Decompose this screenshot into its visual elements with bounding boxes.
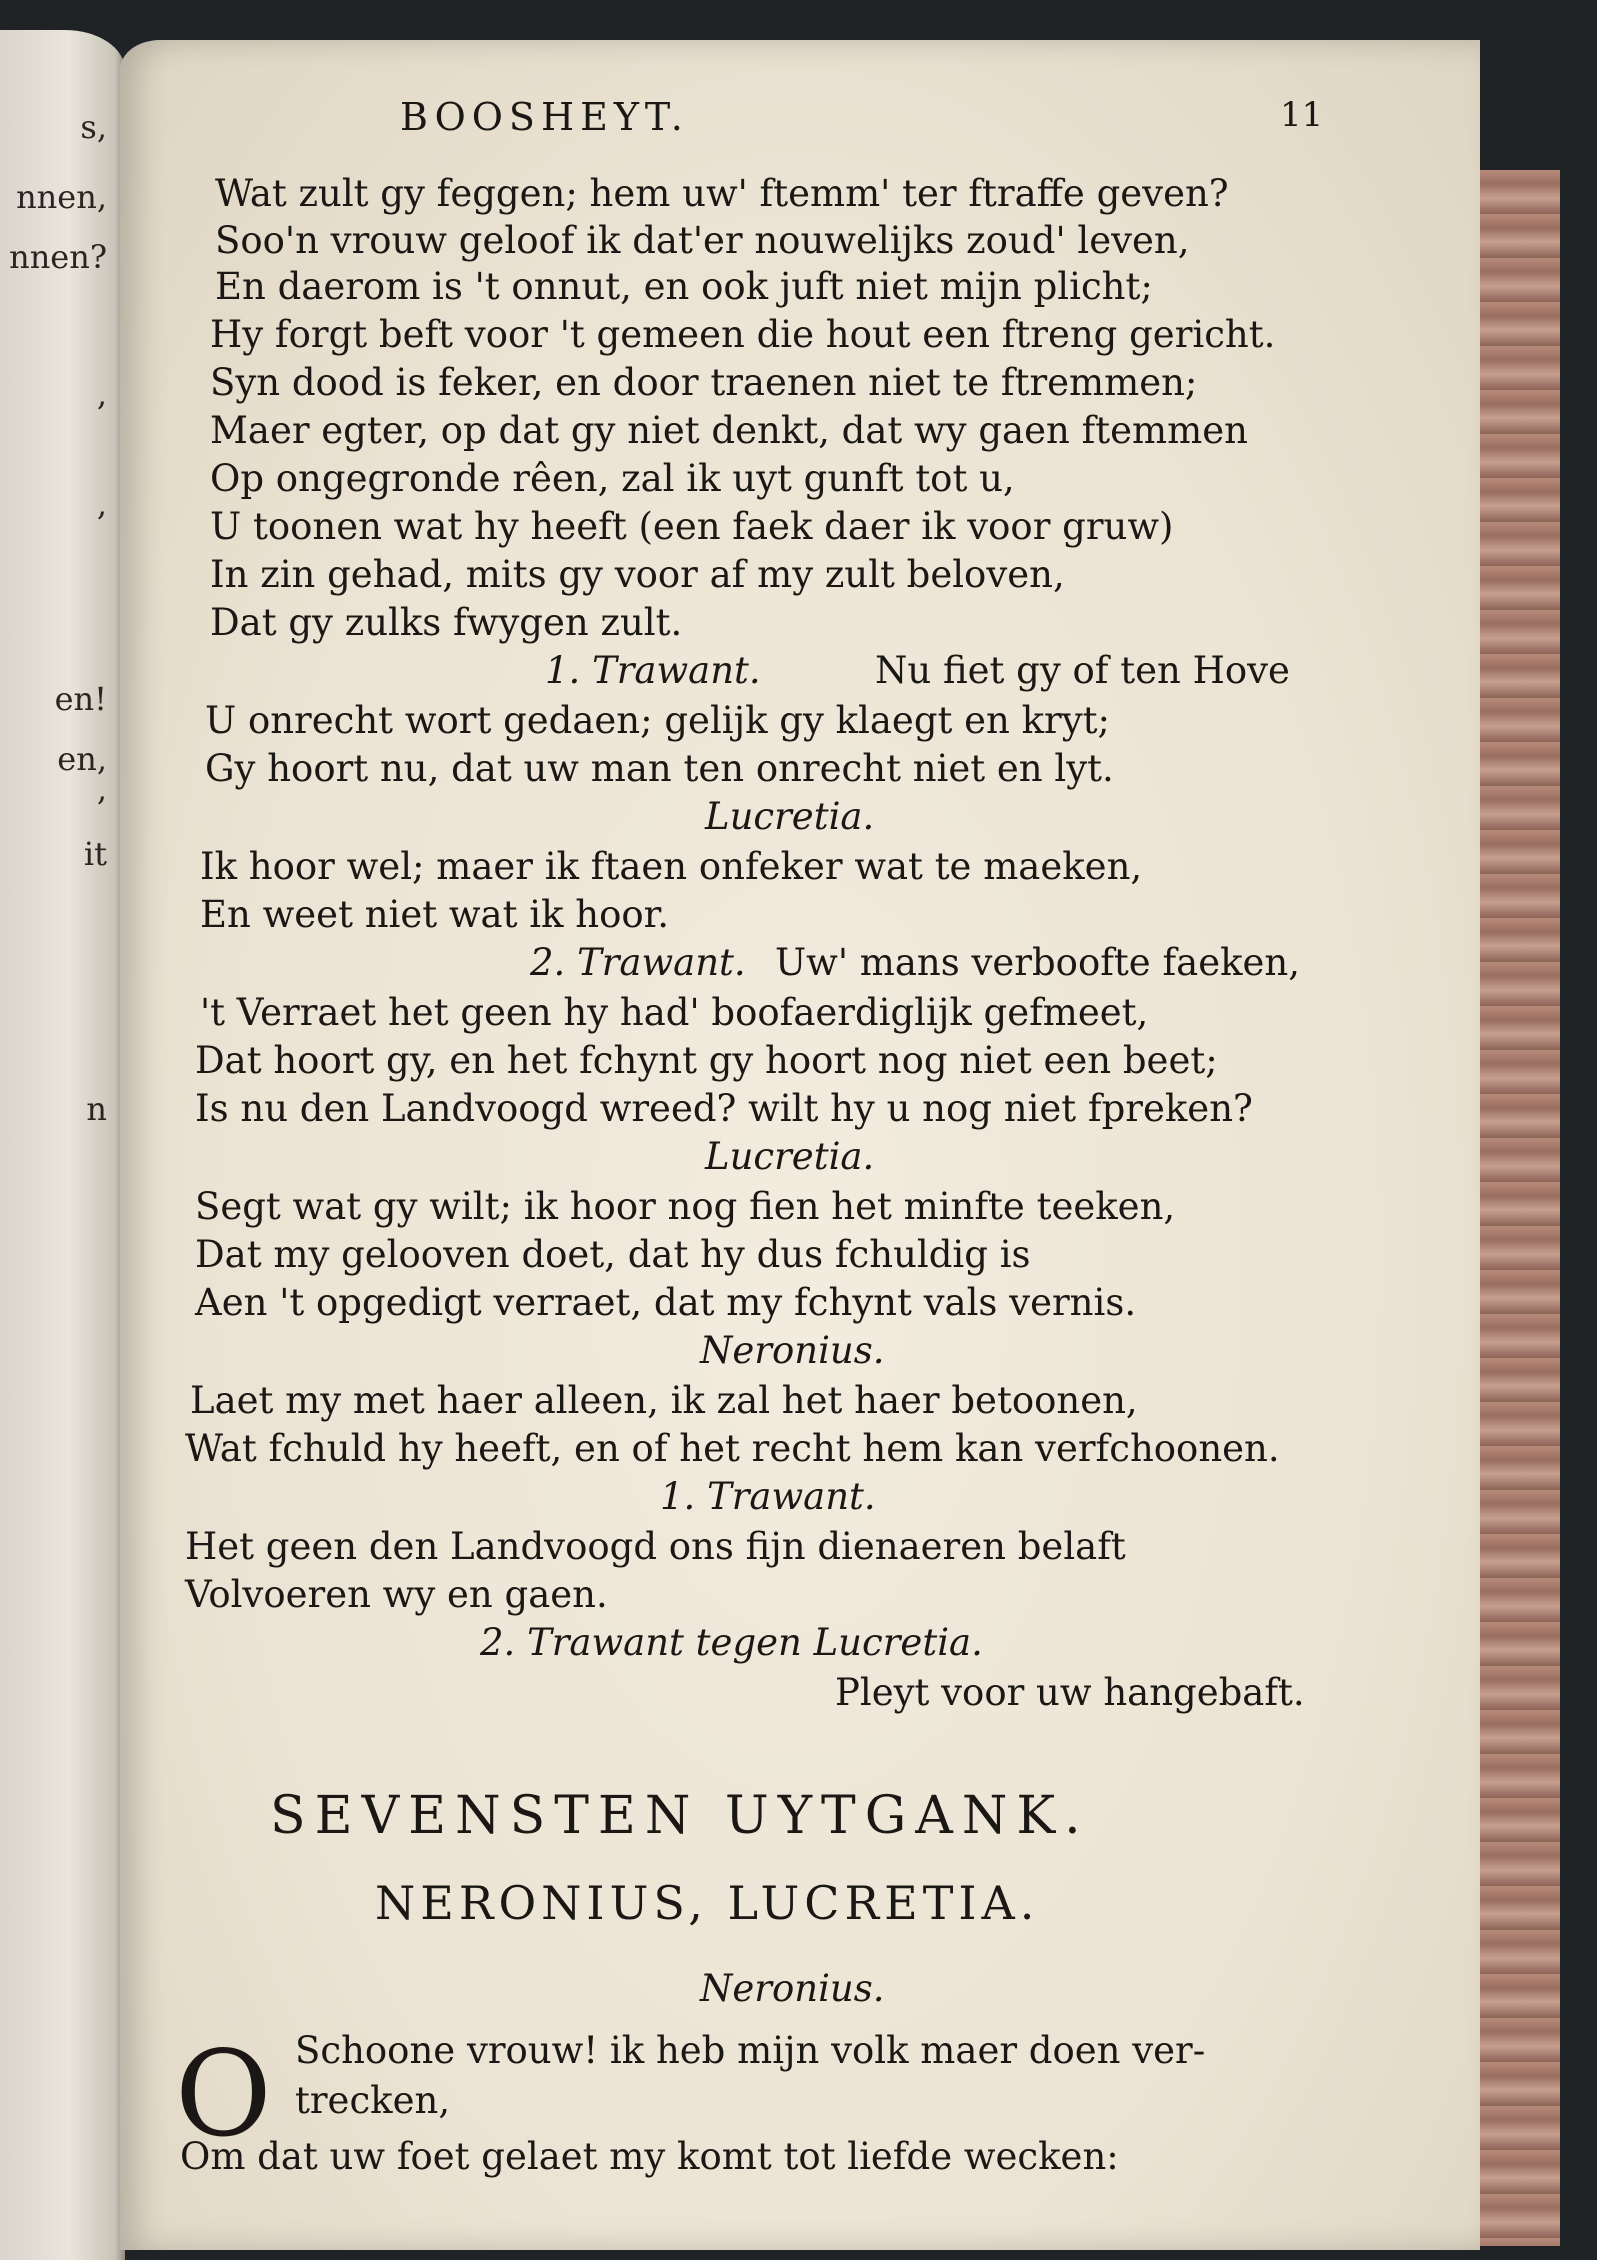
- verse-line: Is nu den Landvoogd wreed? wilt hy u nog niet fpreken?: [195, 1087, 1253, 1130]
- verse-line: Maer egter, op dat gy niet denkt, dat wy gaen ftemmen: [210, 409, 1248, 452]
- speaker-label: 2. Trawant tegen Lucretia.: [480, 1621, 983, 1664]
- left-page-fragment: en,: [57, 740, 107, 778]
- verse-line: Om dat uw foet gelaet my komt tot liefde wecken:: [180, 2135, 1119, 2178]
- left-page-edge: [0, 30, 125, 2260]
- verse-line: Uw' mans verboofte faeken,: [775, 941, 1301, 984]
- speaker-label: Lucretia.: [705, 795, 875, 838]
- verse-line: Gy hoort nu, dat uw man ten onrecht niet en lyt.: [205, 747, 1114, 790]
- verse-line: Ik hoor wel; maer ik ftaen onfeker wat te maeken,: [200, 845, 1143, 888]
- verse-line: Nu fiet gy of ten Hove: [875, 649, 1290, 692]
- verse-line: Volvoeren wy en gaen.: [185, 1573, 608, 1616]
- verse-line: En daerom is 't onnut, en ook juft niet mijn plicht;: [215, 265, 1153, 308]
- verse-line: Pleyt voor uw hangebaft.: [835, 1671, 1305, 1714]
- left-page-fragment: ,: [96, 770, 107, 808]
- verse-line: In zin gehad, mits gy voor af my zult beloven,: [210, 553, 1065, 596]
- left-page-fragment: ,: [96, 485, 107, 523]
- speaker-label: 1. Trawant.: [660, 1475, 876, 1518]
- speaker-label: Neronius.: [700, 1967, 885, 2010]
- verse-line: Soo'n vrouw geloof ik dat'er nouwelijks zoud' leven,: [215, 219, 1190, 262]
- drop-cap: O: [175, 2025, 272, 2163]
- page-number: 11: [1280, 95, 1324, 135]
- verse-line: Laet my met haer alleen, ik zal het haer betoonen,: [190, 1379, 1138, 1422]
- speaker-label: 2. Trawant.: [530, 941, 746, 984]
- left-page-fragment: nnen?: [9, 238, 107, 276]
- verse-line: Syn dood is feker, en door traenen niet te ftremmen;: [210, 361, 1198, 404]
- verse-line: Het geen den Landvoogd ons fijn dienaeren belaft: [185, 1525, 1126, 1568]
- verse-line: Segt wat gy wilt; ik hoor nog fien het minfte teeken,: [195, 1185, 1176, 1228]
- verse-line: Hy forgt beft voor 't gemeen die hout een ftreng gericht.: [210, 313, 1276, 356]
- verse-line: Wat zult gy feggen; hem uw' ftemm' ter ftraffe geven?: [215, 172, 1229, 215]
- verse-line: U onrecht wort gedaen; gelijk gy klaegt en kryt;: [205, 699, 1110, 742]
- speaker-label: Lucretia.: [705, 1135, 875, 1178]
- verse-line: Dat gy zulks fwygen zult.: [210, 601, 683, 644]
- verse-line: Wat fchuld hy heeft, en of het recht hem kan verfchoonen.: [185, 1427, 1280, 1470]
- speaker-label: Neronius.: [700, 1329, 885, 1372]
- verse-line: 't Verraet het geen hy had' boofaerdiglijk gefmeet,: [200, 991, 1149, 1034]
- verse-line: U toonen wat hy heeft (een faek daer ik voor gruw): [210, 505, 1174, 548]
- verse-line: trecken,: [295, 2079, 451, 2122]
- running-head: BOOSHEYT.: [400, 95, 689, 139]
- left-page-fragment: n: [86, 1090, 107, 1128]
- verse-line: Dat hoort gy, en het fchynt gy hoort nog niet een beet;: [195, 1039, 1218, 1082]
- left-page-fragment: en!: [54, 680, 107, 718]
- verse-line: En weet niet wat ik hoor.: [200, 893, 670, 936]
- left-page-fragment: nnen,: [16, 178, 107, 216]
- left-page-fragment: s,: [80, 108, 107, 146]
- verse-line: Schoone vrouw! ik heb mijn volk maer doen ver-: [295, 2029, 1206, 2072]
- scene-title: SEVENSTEN UYTGANK.: [270, 1786, 1090, 1846]
- book-edge-marbled: [1470, 170, 1560, 2246]
- verse-line: Dat my gelooven doet, dat hy dus fchuldig is: [195, 1233, 1031, 1276]
- verse-line: Aen 't opgedigt verraet, dat my fchynt vals vernis.: [195, 1281, 1137, 1324]
- verse-line: Op ongegronde rêen, zal ik uyt gunft tot u,: [210, 457, 1015, 500]
- scene-characters: NERONIUS, LUCRETIA.: [375, 1876, 1040, 1930]
- left-page-fragment: it: [83, 835, 107, 873]
- speaker-label: 1. Trawant.: [545, 649, 761, 692]
- left-page-fragment: ,: [96, 375, 107, 413]
